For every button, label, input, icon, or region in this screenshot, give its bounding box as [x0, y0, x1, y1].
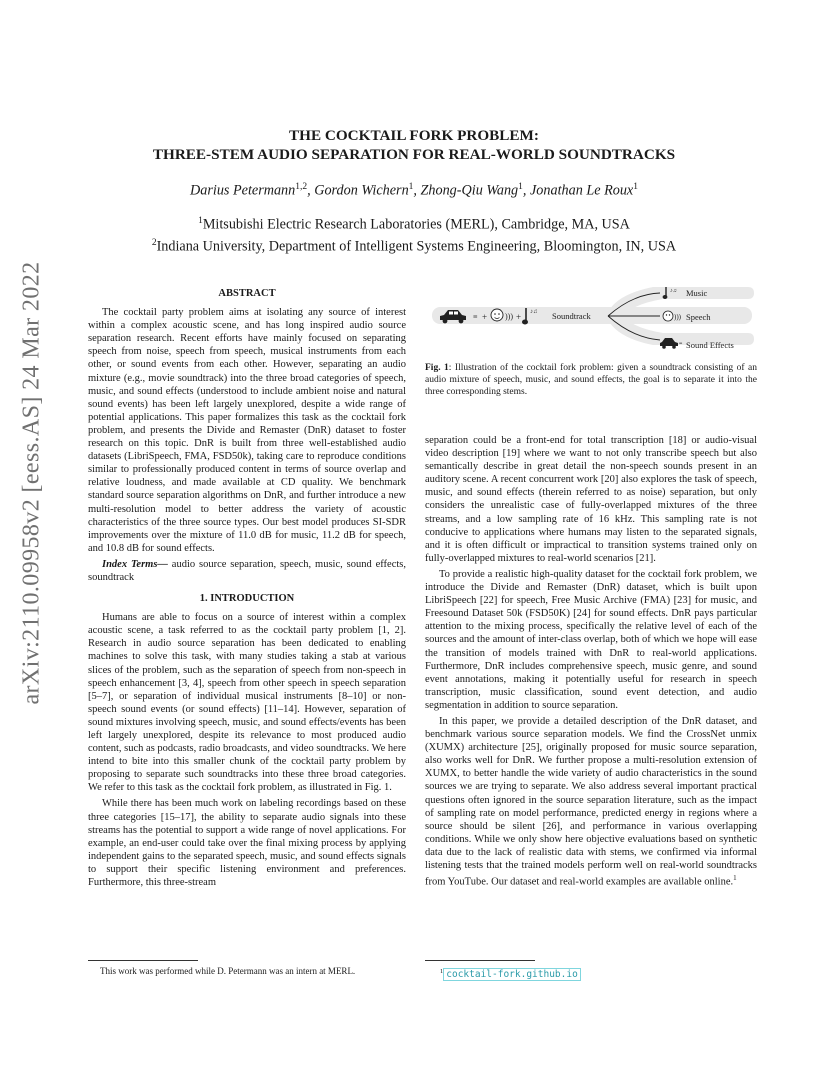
right-paragraph-3 — [425, 715, 757, 889]
affiliation-number: 1 — [198, 215, 203, 226]
right-paragraph-1: separation could be a front-end for total transcription [18] or audio-visual video description [19] where we want to not only transcribe speech but also semantically describe in great detail the non-speech sounds present in an auditory scene. A recent concurrent work [20] also explores the task of speech, music, and sound effects (therein referred to as noise) separation, but only considers the unrealistic case of fully-overlapped mixtures of the three streams, and a low sampling rate of 16 kHz. This sampling rate is not conducive to applications where humans may listen to the separated signals, and it is often difficult or impractical to transition systems trained only on fully-overlapped mixtures to real-world scenarios [21]. — [425, 435, 757, 564]
soundtrack-label: Soundtrack — [552, 311, 591, 321]
affiliation — [70, 212, 758, 235]
right-paragraph-2: To provide a realistic high-quality dataset for the cocktail fork problem, we introduce the Divide and Remaster (DnR) dataset, which is built upon LibriSpeech [22] for speech, Free Music Archive (FMA) [23] for music, and Freesound Dataset 50k (FSD50K) [24] for sound effects. DnR pays particular attention to the mixing process, specifically the relative level of each of the sources and the amount of inter-class overlap, both of which we hope will ease the transition of models trained with DnR to real-world applications. Furthermore, DnR includes comprehensive speech, music genre, and sound event annotations, making it potentially useful for research in speech transcription, music classification, sound event detection, and audio segmentation in addition to source separation. — [425, 568, 757, 711]
abstract-text: The cocktail party problem aims at isolating any source of interest within a complex acoustic scene, and has long inspired audio source separation research. Recent efforts have mainly focused on separating speech from noise, speech from speech, musical instruments from each other, or sound events from each other. However, separating an audio mixture (e.g., movie soundtrack) into the three broad categories of speech, music, and sound effects (understood to include ambient noise and natural sound events) has been left largely unexplored, despite a wide range of potential applications. This paper formalizes this task as the cocktail fork problem, and presents the Divide and Remaster (DnR) dataset to foster research on this topic. DnR is built from three well-established audio datasets (LibriSpeech, FMA, FSD50k), taking care to reproduce conditions similar to professionally produced content in terms of source overlap and relative loudness, and made available at CD quality. We benchmark standard source separation algorithms on DnR, and further introduce a new multi-resolution model to better address the variety of acoustic characteristics of the three source types. Our best model produces SI-SDR improvements over the mixture of 11.0 dB for music, 11.2 dB for speech, and 10.8 dB for sound effects. — [88, 307, 406, 554]
index-terms-label: Index Terms— — [102, 558, 168, 570]
title-line-2: THREE-STEM AUDIO SEPARATION FOR REAL-WORLD SOUNDTRACKS — [152, 146, 676, 163]
right-footnote — [440, 966, 740, 980]
right-footnote-number: 1 — [440, 968, 444, 975]
svg-text:+: + — [482, 312, 488, 322]
author-affiliation-mark: 1 — [408, 182, 414, 192]
author-name: Zhong-Qiu Wang — [420, 182, 519, 199]
author-name: Jonathan Le Roux — [529, 182, 634, 199]
author-affiliation-mark: 1 — [633, 182, 638, 192]
affiliation-list — [70, 212, 758, 257]
affiliation-text: Mitsubishi Electric Research Laboratories (MERL), Cambridge, MA, USA — [202, 216, 630, 233]
arxiv-id: arXiv:2110.09958v2 [eess.AS] 24 Mar 2022 — [18, 261, 45, 705]
paper-header — [70, 126, 758, 257]
left-footnote-rule — [88, 960, 198, 961]
right-footnote-rule — [425, 960, 535, 961]
author-separator: , — [522, 182, 530, 199]
affiliation-number: 2 — [151, 238, 157, 249]
introduction-heading: 1. INTRODUCTION — [199, 593, 295, 605]
figure-1 — [428, 282, 756, 354]
svg-text:≡: ≡ — [473, 312, 478, 321]
svg-text:♪♫: ♪♫ — [530, 309, 538, 315]
right-paragraph-3-text: In this paper, we provide a detailed description of the DnR dataset, and benchmark various source separation models. We find the CrossNet unmix (XUMX) architecture [25], originally proposed for music source separation, also works well for DnR. We further propose a multi-resolution extension of XUMX, to better handle the wide variety of audio characteristics in the sound sources we are trying to separate. We also address several important practical questions often ignored in the source separation literature, such as the impact of sampling rate on model performance, predicted energy in regions where a source should be silent [26], and performance in various overlapping conditions. While we only show here objective evaluations based on synthetic data due to the lack of realistic data with stems, we confirmed via informal listening tests that the trained models perform well on real-world soundtracks from YouTube. Our dataset and real-world examples are available online. — [425, 715, 757, 888]
author-list — [70, 178, 758, 200]
author-separator: , — [413, 182, 421, 199]
speech-label: Speech — [686, 312, 711, 322]
music-label: Music — [686, 288, 708, 298]
author-separator: , — [307, 182, 315, 199]
intro-paragraph-2: While there has been much work on labeling recordings based on these three categories [15–17], the ability to separate audio signals into these streams has the potential to support a wide range of novel applications. For example, an end-user could take over the final mixing process by applying independent gains to the separated speech, music, and sound effects signals to support their specific listening environment and preferences. Furthermore, this three-stream — [88, 798, 406, 889]
project-link[interactable]: cocktail-fork.github.io — [443, 968, 581, 981]
effects-label: Sound Effects — [686, 340, 734, 350]
figure-caption-label: Fig. 1 — [425, 363, 449, 373]
arxiv-sidebar — [12, 261, 52, 705]
svg-text:))): ))) — [505, 312, 513, 321]
svg-text:♪♫: ♪♫ — [670, 288, 677, 294]
cocktail-fork-illustration — [428, 282, 756, 354]
left-column — [88, 287, 406, 889]
title-line-1: THE COCKTAIL FORK PROBLEM: — [289, 127, 539, 144]
index-terms — [88, 558, 406, 584]
paper-title — [70, 126, 758, 164]
footnote-marker[interactable]: 1 — [733, 874, 737, 883]
abstract-heading: ABSTRACT — [218, 288, 276, 299]
author-affiliation-mark: 1 — [518, 182, 523, 192]
svg-text:+: + — [516, 312, 522, 322]
figure-caption — [425, 362, 757, 398]
index-terms-text: audio source separation, speech, music, sound effects, soundtrack — [88, 558, 406, 583]
figure-caption-text: : Illustration of the cocktail fork problem: given a soundtrack consisting of an audio mixture of speech, music, and sound effects, the goal is to separate it into the three corresponding stems. — [425, 363, 757, 397]
svg-text:))): ))) — [674, 313, 681, 321]
affiliation-text: Indiana University, Department of Intelligent Systems Engineering, Bloomington, IN, USA — [156, 239, 677, 256]
right-column — [425, 434, 757, 889]
affiliation — [70, 234, 758, 257]
author-name: Gordon Wichern — [314, 182, 409, 199]
intro-paragraph-1: Humans are able to focus on a source of interest within a complex acoustic scene, a task referred to as the cocktail party problem [1, 2]. Research in audio source separation has been dedicated to enabling machines to solve this task, with many studies taking a stab at various slices of the problem, such as the separation of speech from non-speech in speech enhancement [3, 4], speech from other speech in speech separation [5–7], or separation of individual musical instruments [8–10] or non-speech sound events (or sound effects) [11–14]. However, separation of sound mixtures involving speech, music, and sound effects/events has been left largely unexplored, despite its relevance to most produced audio content, such as podcasts, radio broadcasts, and video soundtracks. We here intend to bite into this smaller chunk of the cocktail party problem by proposing to separate such soundtracks into these three broad categories. We refer to this task as the cocktail fork problem, as illustrated in Fig. 1. — [88, 612, 406, 794]
left-footnote: This work was performed while D. Petermann was an intern at MERL. — [100, 966, 356, 976]
svg-text:≡: ≡ — [679, 341, 683, 347]
author-affiliation-mark: 1,2 — [295, 182, 308, 192]
author-name: Darius Petermann — [190, 182, 296, 199]
